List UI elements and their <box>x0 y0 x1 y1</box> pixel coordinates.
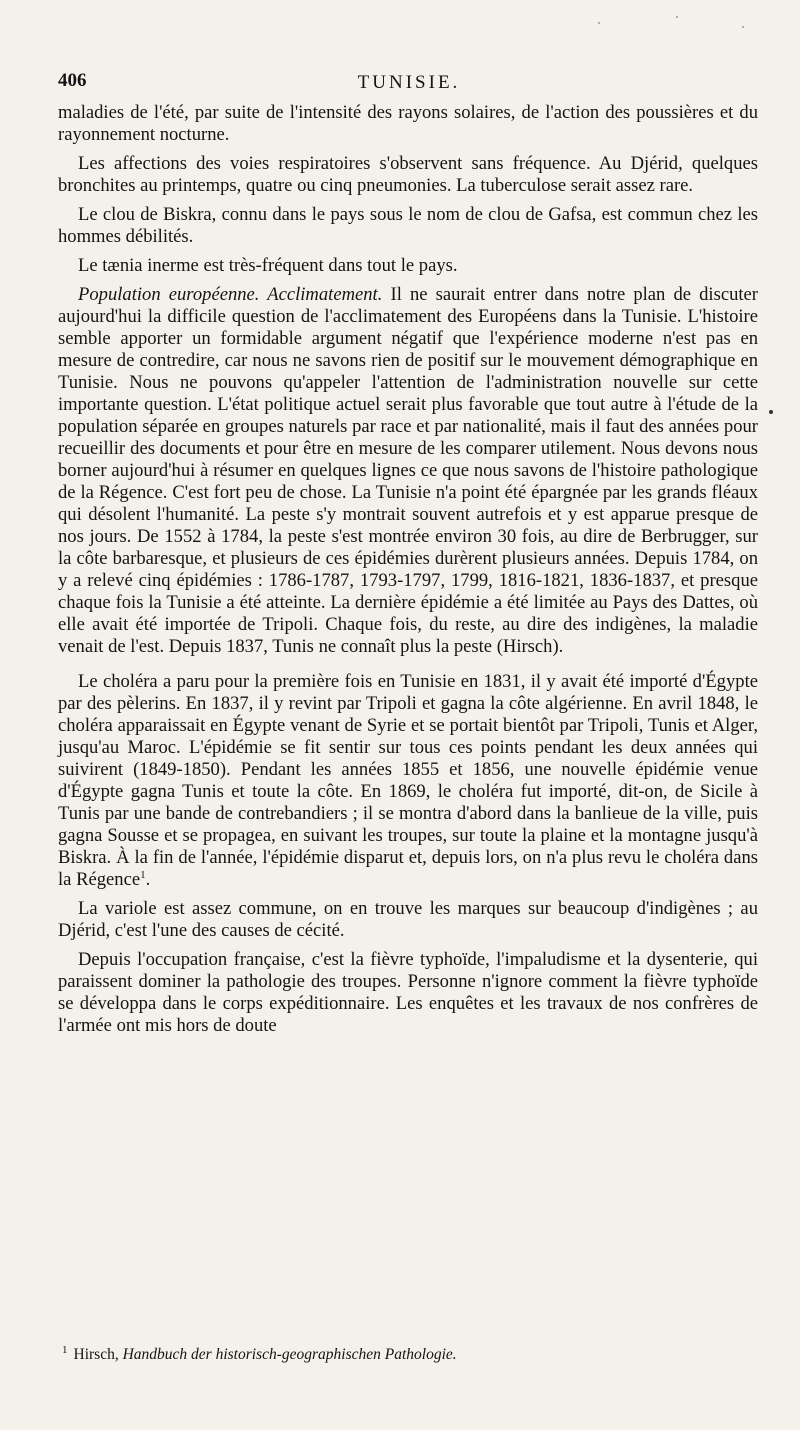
page-number: 406 <box>58 70 87 91</box>
body-text <box>58 102 758 1044</box>
paragraph: Depuis l'occupation française, c'est la fièvre typhoïde, l'impaludisme et la dysenterie, qui paraissent dominer la pathologie des troupes. Personne n'ignore comment la fièvre typhoïde se développa dans le corps expéditionnaire. Les enquêtes et les travaux de nos confrères de l'armée ont mis hors de doute <box>58 949 758 1036</box>
footnote-title: Handbuch der historisch-geographischen Pathologie. <box>122 1346 457 1364</box>
paragraph: La variole est assez commune, on en trouve les marques sur beaucoup d'indigènes ; au Djérid, c'est l'une des causes de cécité. <box>58 898 758 941</box>
running-title: TUNISIE. <box>357 72 461 93</box>
footnote-reference: 1 <box>140 868 146 881</box>
paragraph: Le clou de Biskra, connu dans le pays sous le nom de clou de Gafsa, est commun chez les hommes débilités. <box>58 204 758 247</box>
footnote-author: Hirsch, <box>73 1346 119 1364</box>
paragraph: Le tænia inerme est très-fréquent dans tout le pays. <box>78 255 458 276</box>
scan-speck <box>598 22 600 24</box>
scan-speck <box>742 26 744 28</box>
paragraph-population <box>58 284 758 658</box>
section-text: Il ne saurait entrer dans notre plan de discuter aujourd'hui la difficile question de l'acclimatement des Européens dans la Tunisie. L'histoire semble apporter un formidable argument négatif que l'expérience moderne n'est pas en mesure de contredire, car nous ne savons rien de positif sur le mouvement démographique en Tunisie. Nous ne pouvons qu'appeler l'attention de l'administration nouvelle sur cette importante question. L'état politique actuel serait plus favorable que tout autre à l'étude de la population séparée en groupes naturels par race et par nationalité, mais il faut des années pour recueillir des documents et pour être en mesure de les comparer utilement. Nous devons nous borner aujourd'hui à résumer en quelques lignes ce que nous savons de l'histoire pathologique de la Régence. C'est fort peu de chose. La Tunisie n'a point été épargnée par les grands fléaux qui désolent l'humanité. La peste s'y montrait souvent autrefois et y est apparue presque de nos jours. De 1552 à 1784, la peste s'est montrée environ 30 fois, au dire de Berbrugger, sur la côte barbaresque, et plusieurs de ces épidémies durèrent plusieurs années. Depuis 1784, on y a relevé cinq épidémies : 1786-1787, 1793-1797, 1799, 1816-1821, 1836-1837, et presque chaque fois la Tunisie a été atteinte. La dernière épidémie a été limitée au Pays des Dattes, où elle avait été importée de Tripoli. Chaque fois, du reste, au dire des indigènes, la maladie venait de l'est. Depuis 1837, Tunis ne connaît plus la peste (Hirsch). <box>58 284 758 657</box>
section-heading: Population européenne. Acclimatement. <box>78 284 383 305</box>
paragraph-end: . <box>145 869 151 890</box>
scan-speck <box>769 410 773 414</box>
page-header <box>58 70 760 100</box>
footnote <box>62 1340 758 1365</box>
paragraph: Les affections des voies respiratoires s'observent sans fréquence. Au Djérid, quelques bronchites au printemps, quatre ou cinq pneumonies. La tuberculose serait assez rare. <box>58 153 758 196</box>
paragraph-cholera <box>58 671 758 891</box>
scan-speck <box>676 16 678 18</box>
paragraph: maladies de l'été, par suite de l'intensité des rayons solaires, de l'action des poussières et du rayonnement nocturne. <box>58 102 758 145</box>
paragraph-text: Le choléra a paru pour la première fois en Tunisie en 1831, il y avait été importé d'Égypte par des pèlerins. En 1837, il y revint par Tripoli et gagna la côte algérienne. En avril 1848, le choléra apparaissait en Égypte venant de Syrie et se portait bientôt par Tripoli, Tunis et Alger, jusqu'au Maroc. L'épidémie se fit sentir sur tous ces points pendant les deux années qui suivirent (1849-1850). Pendant les années 1855 et 1856, une nouvelle épidémie venue d'Égypte gagna Tunis et toute la côte. En 1869, le choléra fut importé, dit-on, de Sicile à Tunis par une bande de contrebandiers ; il se montra d'abord dans la banlieue de la ville, puis gagna Sousse et se propagea, en suivant les troupes, sur toute la plaine et la montagne jusqu'à Biskra. À la fin de l'année, l'épidémie disparut et, depuis lors, on n'a plus revu le choléra dans la Régence <box>58 671 758 890</box>
footnote-mark: 1 <box>62 1344 68 1356</box>
